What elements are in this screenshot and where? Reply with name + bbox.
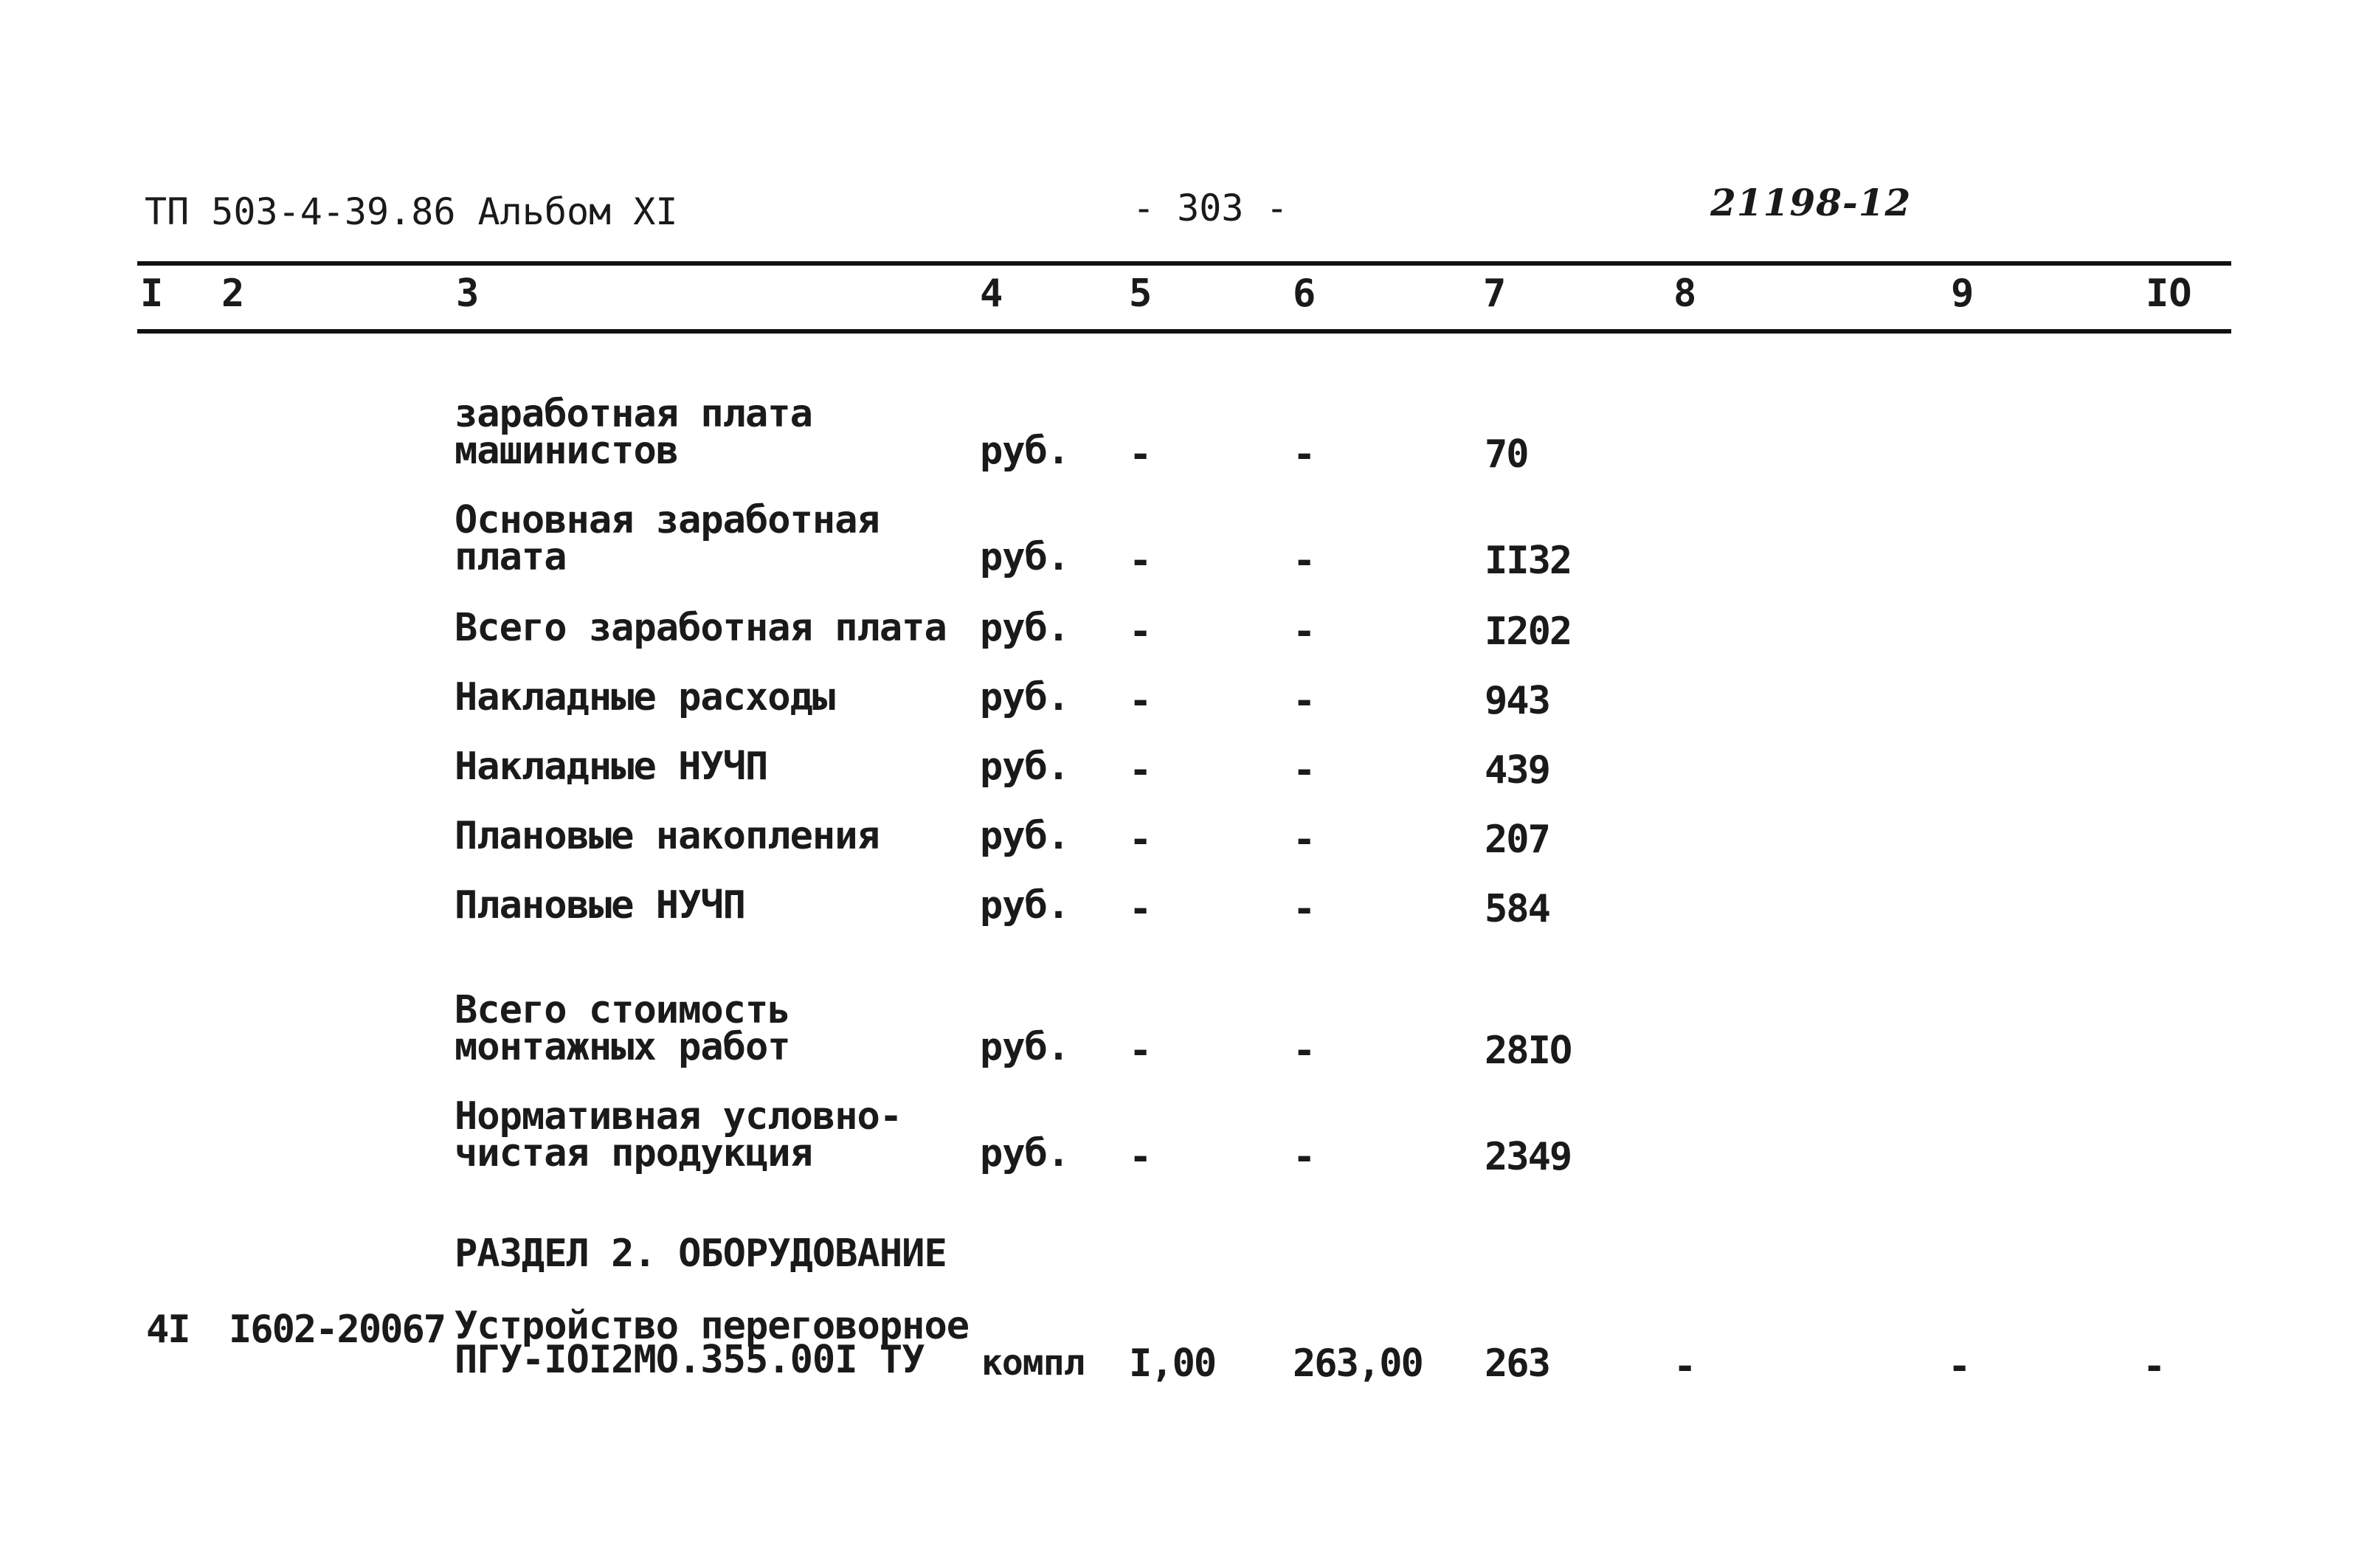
col5-cell: - bbox=[1129, 609, 1153, 654]
column-header-10: IO bbox=[2146, 272, 2192, 316]
column-header-8: 8 bbox=[1673, 272, 1697, 316]
col6-cell: - bbox=[1293, 748, 1316, 792]
col7-cell: 2349 bbox=[1485, 1135, 1572, 1179]
unit-cell: руб. bbox=[980, 1025, 1070, 1069]
col5-cell: - bbox=[1129, 432, 1153, 477]
header-bottom-rule bbox=[137, 329, 2231, 334]
handwritten-code: 21198-12 bbox=[1710, 181, 1912, 224]
col6-cell: - bbox=[1293, 609, 1316, 654]
item-name-line-1: Основная заработная bbox=[455, 498, 880, 542]
column-header-7: 7 bbox=[1483, 272, 1507, 316]
col10-cell: - bbox=[2143, 1344, 2166, 1389]
col7-cell: 28IO bbox=[1485, 1029, 1572, 1073]
total-cell: 263 bbox=[1485, 1341, 1549, 1386]
column-header-2: 2 bbox=[221, 272, 245, 316]
item-name: Накладные расходы bbox=[455, 675, 835, 719]
col5-cell: - bbox=[1129, 1029, 1153, 1073]
row-number-cell: 4I bbox=[146, 1308, 190, 1352]
item-name: Накладные НУЧП bbox=[455, 745, 768, 789]
item-name: Плановые накопления bbox=[455, 814, 880, 858]
col6-cell: - bbox=[1293, 1135, 1316, 1179]
item-name-line-1: Всего стоимость bbox=[455, 988, 790, 1032]
item-name-line-2: монтажных работ bbox=[455, 1025, 790, 1069]
col7-cell: 70 bbox=[1485, 432, 1528, 477]
item-name-line-2: ПГУ-IOI2МО.355.00I ТУ bbox=[455, 1338, 925, 1382]
header-top-rule bbox=[137, 261, 2231, 266]
col5-cell: - bbox=[1129, 748, 1153, 792]
item-name-line-1: заработная плата bbox=[455, 392, 812, 436]
col7-cell: 439 bbox=[1485, 748, 1549, 792]
col6-cell: - bbox=[1293, 539, 1316, 583]
item-name: Плановые НУЧП bbox=[455, 883, 745, 928]
unit-cell: руб. bbox=[980, 535, 1070, 579]
unit-cell: руб. bbox=[980, 1131, 1070, 1175]
unit-cell: руб. bbox=[980, 606, 1070, 650]
col6-cell: - bbox=[1293, 818, 1316, 862]
column-header-4: 4 bbox=[980, 272, 1003, 316]
item-name-line-2: чистая продукция bbox=[455, 1131, 812, 1175]
unit-cell: руб. bbox=[980, 429, 1070, 473]
col5-cell: - bbox=[1129, 887, 1153, 931]
col6-cell: - bbox=[1293, 1029, 1316, 1073]
item-name-line-1: Нормативная условно- bbox=[455, 1094, 902, 1139]
unit-cell: компл bbox=[981, 1342, 1085, 1384]
item-name: Всего заработная плата bbox=[455, 606, 947, 650]
item-name-line-2: машинистов bbox=[455, 429, 679, 473]
col5-cell: - bbox=[1129, 679, 1153, 723]
col7-cell: 584 bbox=[1485, 887, 1549, 931]
col9-cell: - bbox=[1948, 1344, 1972, 1389]
document-reference: ТП 503-4-39.86 Альбом XI bbox=[145, 190, 678, 233]
unit-cell: руб. bbox=[980, 745, 1070, 789]
unit-cell: руб. bbox=[980, 814, 1070, 858]
column-header-3: 3 bbox=[456, 272, 480, 316]
column-header-5: 5 bbox=[1129, 272, 1153, 316]
section-title: РАЗДЕЛ 2. ОБОРУДОВАНИЕ bbox=[455, 1232, 947, 1276]
col6-cell: - bbox=[1293, 432, 1316, 477]
col8-cell: - bbox=[1673, 1344, 1697, 1389]
column-header-1: I bbox=[140, 272, 164, 316]
col6-cell: - bbox=[1293, 679, 1316, 723]
item-name-line-2: плата bbox=[455, 535, 567, 579]
quantity-cell: I,00 bbox=[1129, 1341, 1216, 1386]
col5-cell: - bbox=[1129, 539, 1153, 583]
col5-cell: - bbox=[1129, 1135, 1153, 1179]
col5-cell: - bbox=[1129, 818, 1153, 862]
unit-cell: руб. bbox=[980, 883, 1070, 928]
unit-price-cell: 263,00 bbox=[1293, 1341, 1423, 1386]
col6-cell: - bbox=[1293, 887, 1316, 931]
col7-cell: II32 bbox=[1485, 539, 1572, 583]
column-header-9: 9 bbox=[1951, 272, 1974, 316]
col7-cell: 943 bbox=[1485, 679, 1549, 723]
col7-cell: 207 bbox=[1485, 818, 1549, 862]
code-cell: I602-20067 bbox=[229, 1308, 446, 1352]
unit-cell: руб. bbox=[980, 675, 1070, 719]
col7-cell: I202 bbox=[1485, 609, 1572, 654]
column-header-6: 6 bbox=[1293, 272, 1316, 316]
page-number: - 303 - bbox=[1133, 187, 1288, 229]
item-name-line-1: Устройство переговорное bbox=[455, 1304, 970, 1348]
